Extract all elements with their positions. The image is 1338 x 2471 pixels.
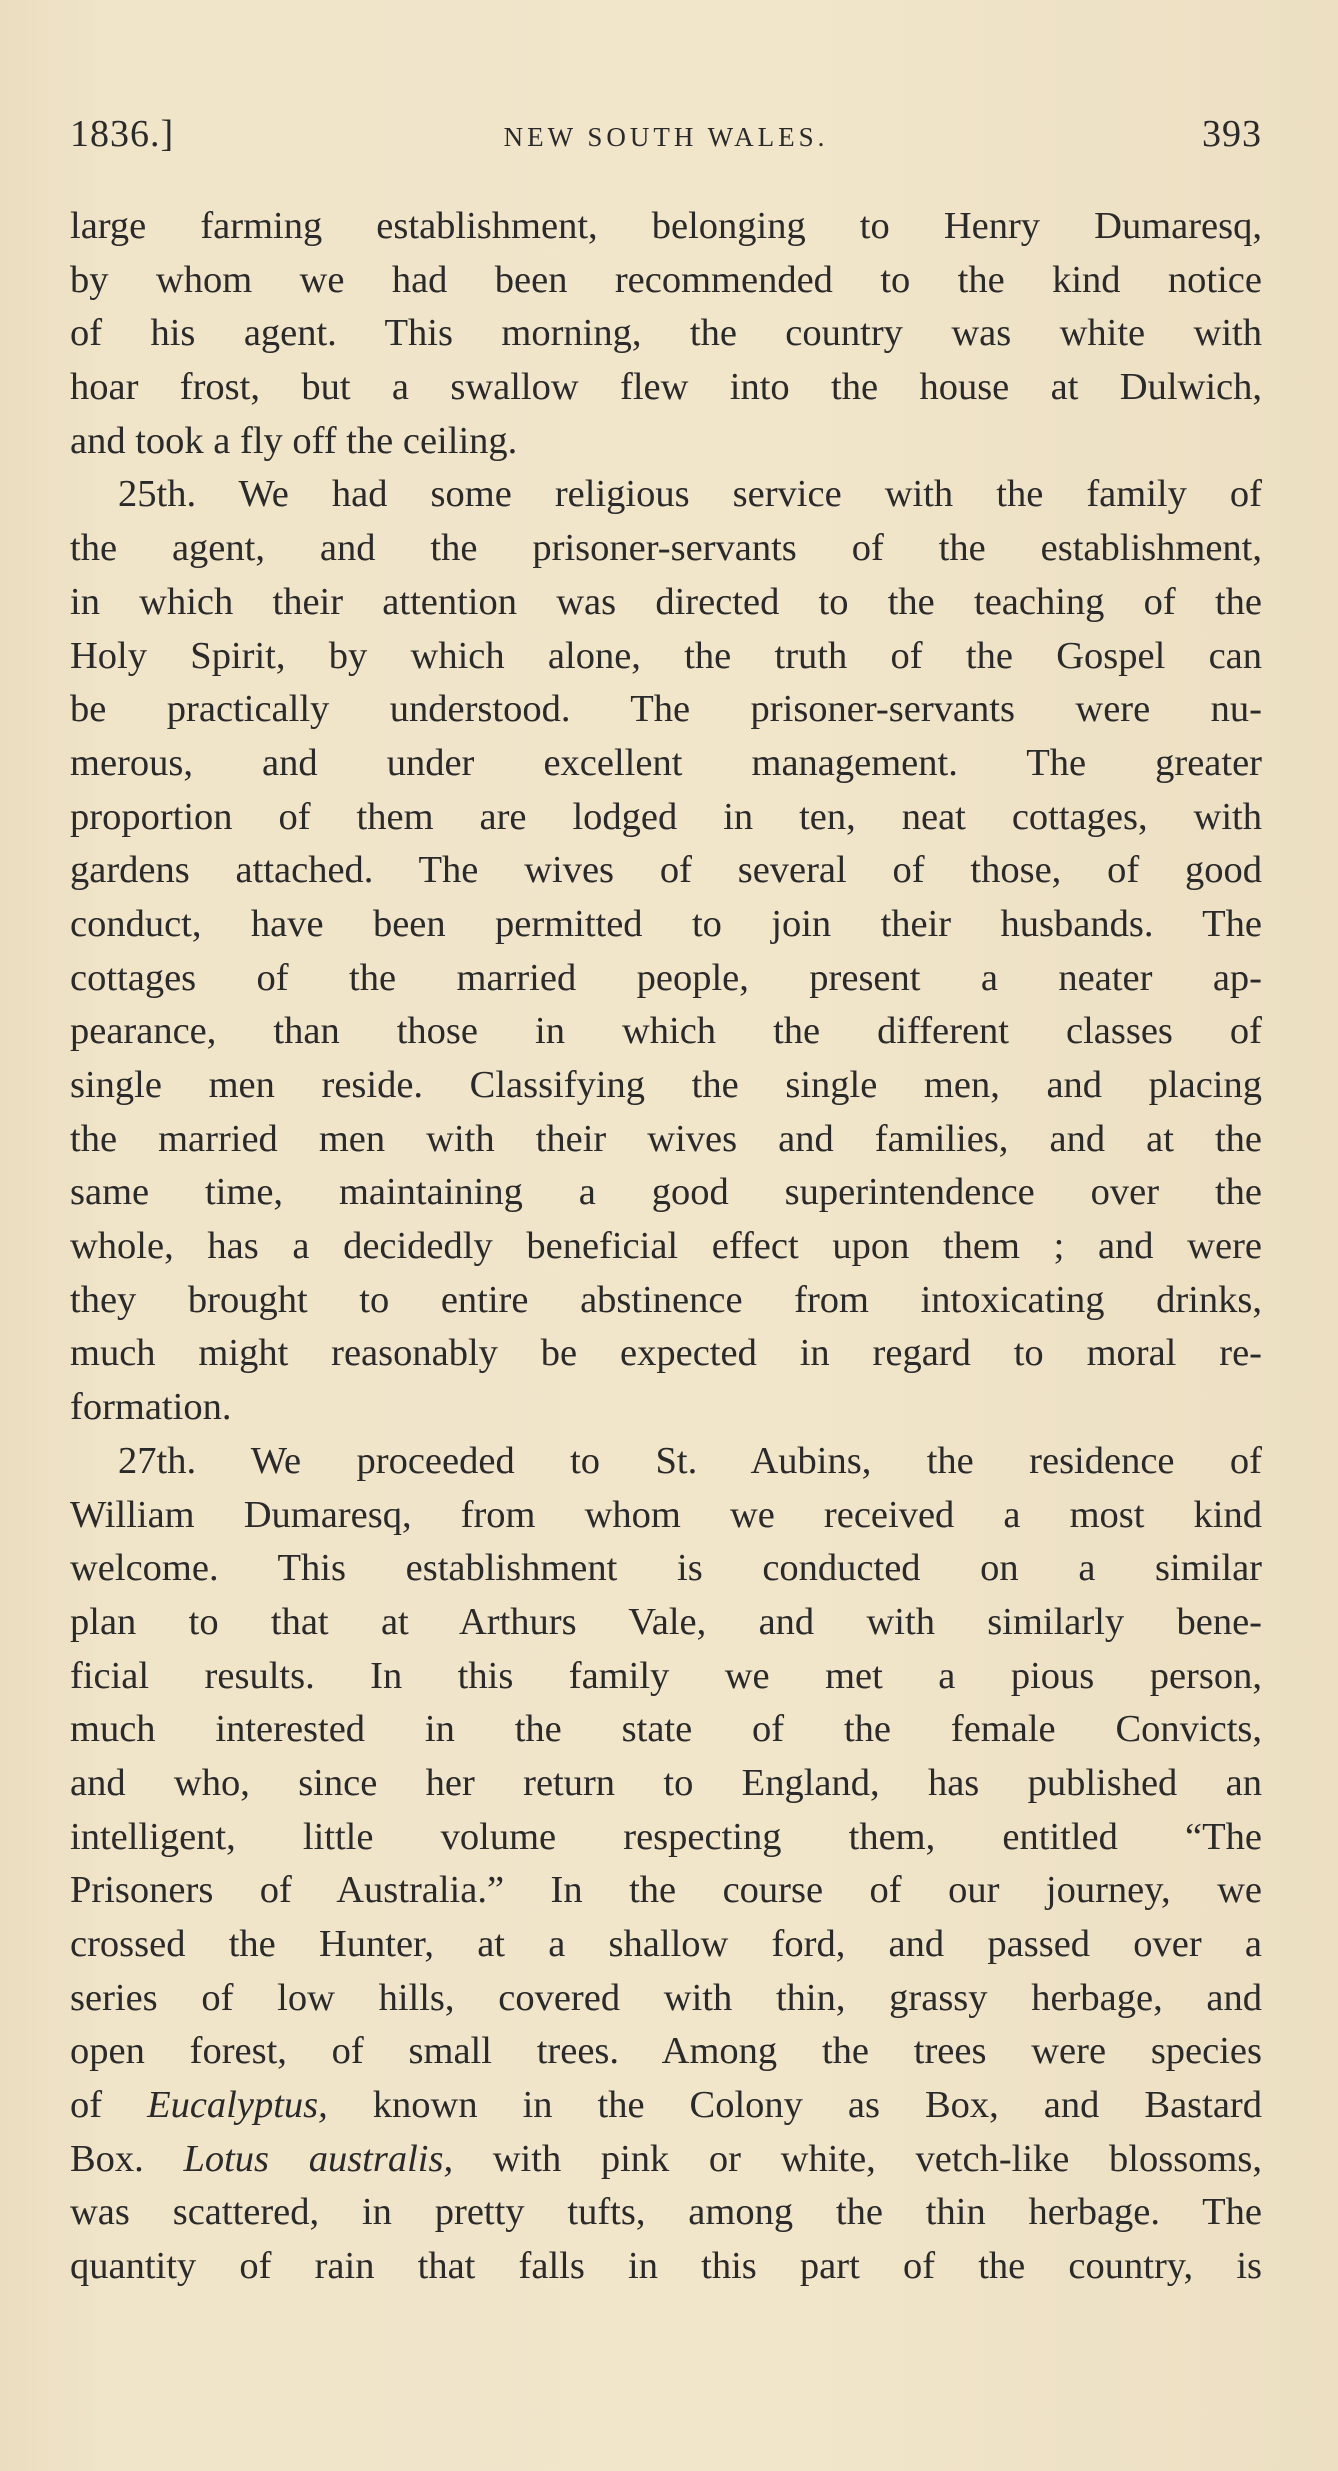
text-line: crossed the Hunter, at a shallow ford, and passed over a (70, 1923, 1262, 1965)
line-text: known in the Colony as Box, and Bastard (327, 2084, 1262, 2127)
text-line: they brought to entire abstinence from intoxicating drinks, (70, 1278, 1262, 1321)
text-line: William Dumaresq, from whom we received a most kind (70, 1493, 1262, 1536)
text-line: series of low hills, covered with thin, grassy herbage, and (70, 1976, 1262, 2019)
text-line: conduct, have been permitted to join their husbands. The (70, 902, 1262, 945)
text-line: much interested in the state of the female Convicts, (70, 1708, 1262, 1751)
text-line: pearance, than those in which the different classes of (70, 1010, 1262, 1053)
text-line: cottages of the married people, present a neater ap- (70, 956, 1262, 999)
italic-term-eucalyptus: Eucalyptus, (147, 2084, 328, 2127)
text-line: whole, has a decidedly beneficial effect upon them ; and were (70, 1225, 1262, 1268)
text-line: merous, and under excellent management. The greater (70, 741, 1262, 784)
text-line: hoar frost, but a swallow flew into the house at Dulwich, (70, 366, 1262, 409)
line-text: Box. (70, 2137, 184, 2180)
text-line: by whom we had been recommended to the kind notice (70, 258, 1262, 301)
text-line: the agent, and the prisoner-servants of the establishment, (70, 527, 1262, 570)
text-line: same time, maintaining a good superintendence over the (70, 1171, 1262, 1214)
text-line: Holy Spirit, by which alone, the truth of the Gospel can (70, 634, 1262, 677)
text-line: formation. (70, 1386, 232, 1429)
text-line: and who, since her return to England, has published an (70, 1761, 1262, 1804)
text-line: proportion of them are lodged in ten, neat cottages, with (70, 795, 1262, 838)
text-line: open forest, of small trees. Among the trees were species (70, 2030, 1262, 2073)
text-line: Prisoners of Australia.” In the course of our journey, we (70, 1869, 1262, 1912)
text-line: plan to that at Arthurs Vale, and with similarly bene- (70, 1600, 1262, 1643)
paragraph-start-27th: 27th. We proceeded to St. Aubins, the residence of (118, 1439, 1262, 1482)
text-line-lotus (70, 2133, 1262, 2187)
text-line: the married men with their wives and families, and at the (70, 1117, 1262, 1160)
paragraph-start-25th: 25th. We had some religious service with the family of (118, 473, 1262, 516)
text-line: be practically understood. The prisoner-servants were nu- (70, 688, 1262, 731)
italic-term-lotus-australis: Lotus australis, (183, 2137, 454, 2180)
text-line: gardens attached. The wives of several of those, of good (70, 849, 1262, 892)
text-line: quantity of rain that falls in this part of the country, is (70, 2245, 1262, 2288)
running-header (70, 112, 1262, 168)
page-number: 393 (1202, 113, 1262, 155)
text-line: single men reside. Classifying the single men, and placing (70, 1064, 1262, 1106)
text-line: intelligent, little volume respecting them, entitled “The (70, 1815, 1262, 1858)
line-text: with pink or white, vetch-like blossoms, (453, 2137, 1262, 2180)
text-line: large farming establishment, belonging to Henry Dumaresq, (70, 205, 1262, 247)
text-line-eucalyptus (70, 2079, 1262, 2133)
text-line: in which their attention was directed to the teaching of the (70, 580, 1262, 623)
header-title: NEW SOUTH WALES. (503, 122, 829, 152)
header-year: 1836.] (70, 113, 175, 155)
text-line: welcome. This establishment is conducted on a similar (70, 1547, 1262, 1590)
text-line: of his agent. This morning, the country was white with (70, 312, 1262, 355)
text-line: ficial results. In this family we met a pious person, (70, 1654, 1262, 1697)
line-text: of (70, 2084, 148, 2127)
text-line: was scattered, in pretty tufts, among the thin herbage. The (70, 2191, 1262, 2234)
text-line: much might reasonably be expected in regard to moral re- (70, 1332, 1262, 1375)
text-line: and took a fly off the ceiling. (70, 419, 518, 462)
body-text (70, 200, 1262, 2294)
